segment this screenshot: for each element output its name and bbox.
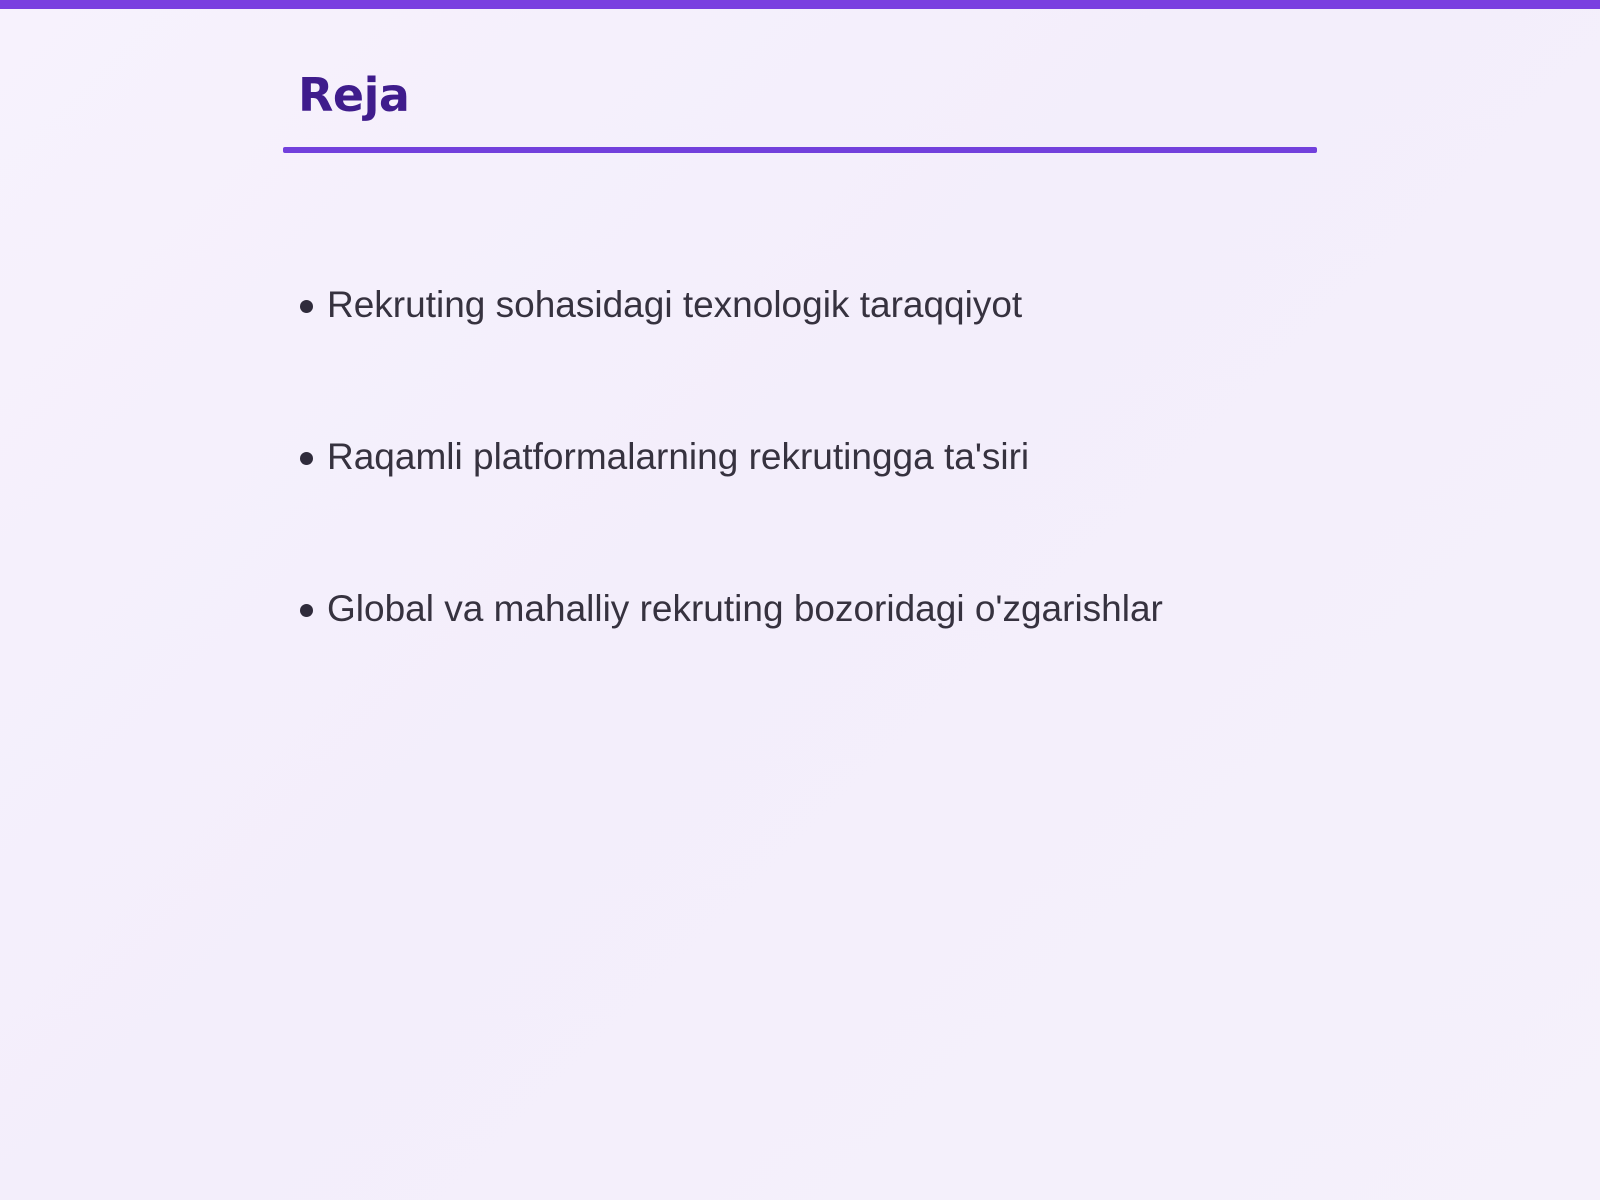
title-underline	[283, 147, 1317, 153]
top-accent-bar	[0, 0, 1600, 9]
bullet-text: Raqamli platformalarning rekrutingga ta'siri	[327, 436, 1030, 477]
bullet-text: Rekruting sohasidagi texnologik taraqqiyot	[327, 284, 1023, 325]
bullet-icon	[300, 452, 313, 465]
bullet-icon	[300, 300, 313, 313]
list-item	[300, 428, 1163, 580]
list-item	[300, 580, 1163, 732]
bullet-list	[300, 276, 1163, 732]
bullet-text: Global va mahalliy rekruting bozoridagi o'zgarishlar	[327, 588, 1163, 629]
list-item	[300, 276, 1163, 428]
bullet-icon	[300, 604, 313, 617]
slide-title: Reja	[298, 68, 410, 122]
